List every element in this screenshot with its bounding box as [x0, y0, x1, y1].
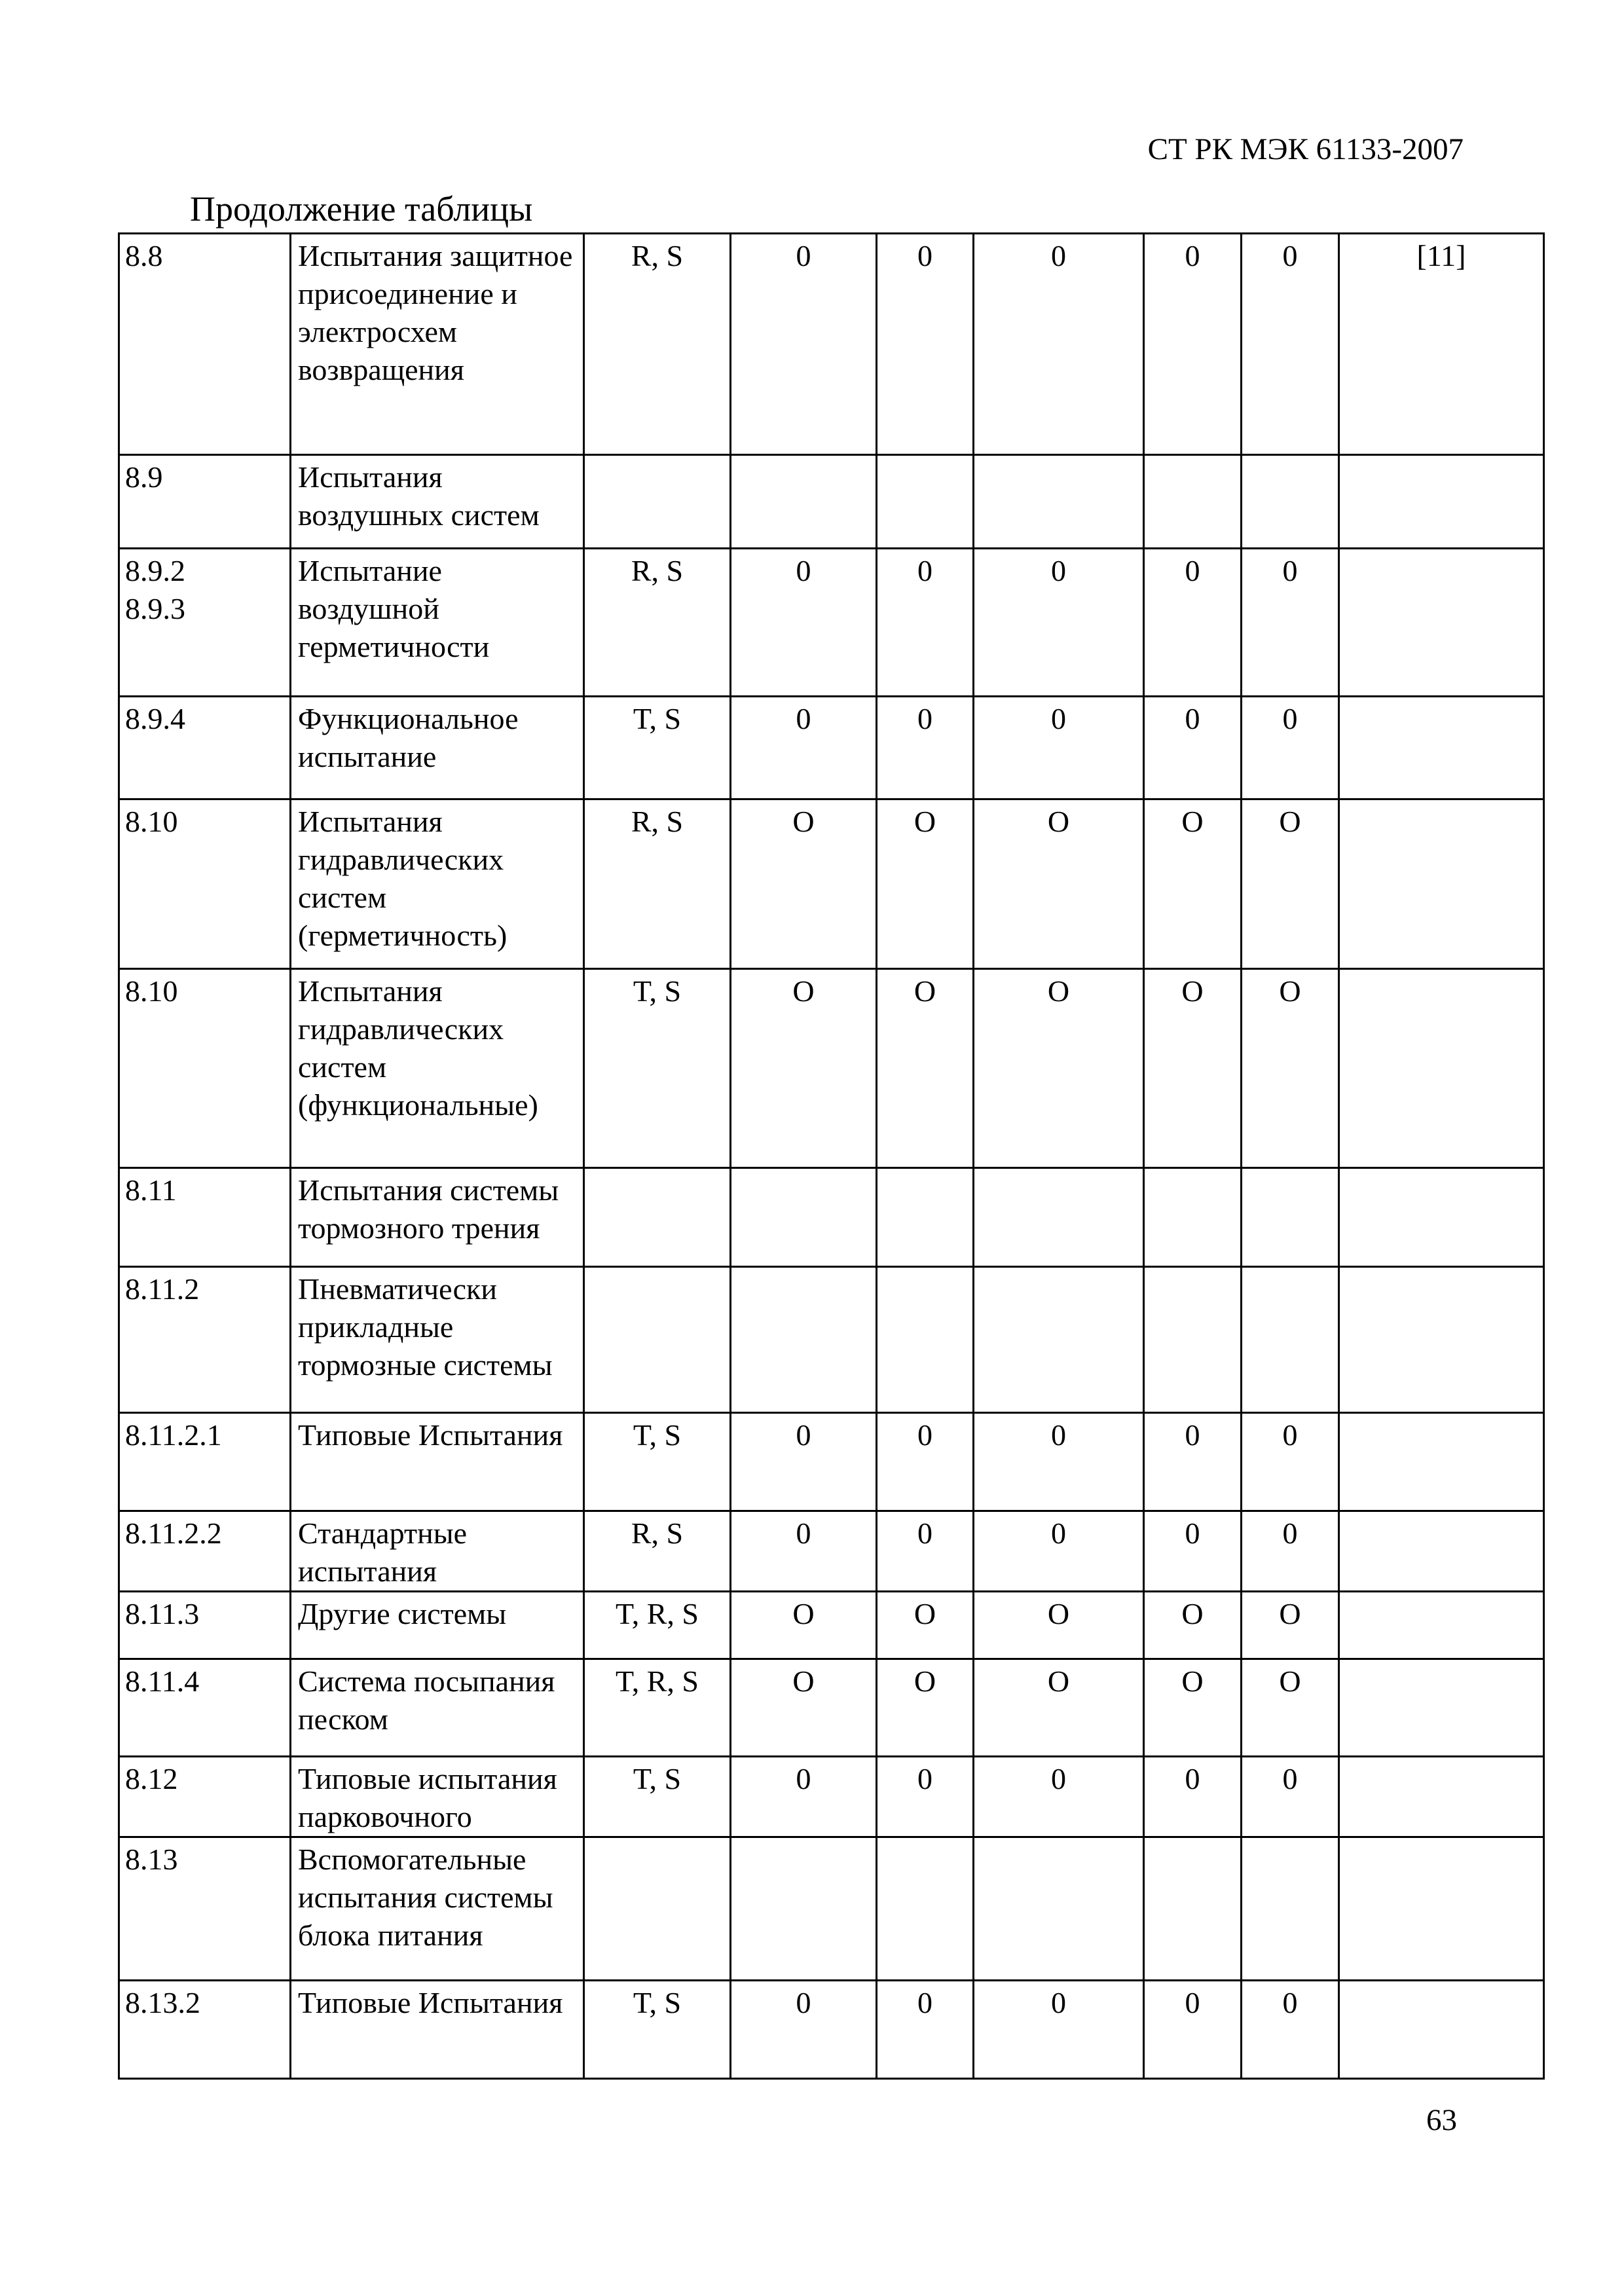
- value-cell-4: 0: [1144, 1413, 1242, 1511]
- table-row: [119, 799, 1544, 969]
- test-name-cell: Типовые Испытания: [291, 1981, 584, 2079]
- value-cell-3: 0: [974, 549, 1144, 697]
- test-name-cell: Испытания гидравлических систем (герметичность): [291, 799, 584, 969]
- value-cell-5: 0: [1242, 1511, 1339, 1592]
- value-cell-3: [974, 1837, 1144, 1981]
- section-number-cell: 8.11: [119, 1168, 291, 1267]
- value-cell-5: [1242, 1168, 1339, 1267]
- reference-cell: [1339, 549, 1544, 697]
- value-cell-3: O: [974, 799, 1144, 969]
- section-number-cell: 8.10: [119, 969, 291, 1168]
- section-number-cell: 8.10: [119, 799, 291, 969]
- reference-cell: [1339, 1592, 1544, 1659]
- value-cell-2: [877, 455, 974, 549]
- value-cell-1: [731, 1168, 877, 1267]
- value-cell-5: 0: [1242, 549, 1339, 697]
- table-row: [119, 1168, 1544, 1267]
- value-cell-2: 0: [877, 1511, 974, 1592]
- test-type-cell: R, S: [584, 549, 731, 697]
- table-row: [119, 1981, 1544, 2079]
- test-type-cell: [584, 1837, 731, 1981]
- test-name-cell: Испытания воздушных систем: [291, 455, 584, 549]
- value-cell-3: [974, 1267, 1144, 1413]
- reference-cell: [1339, 1511, 1544, 1592]
- reference-cell: [1339, 1837, 1544, 1981]
- value-cell-5: O: [1242, 1592, 1339, 1659]
- value-cell-3: [974, 455, 1144, 549]
- test-type-cell: [584, 455, 731, 549]
- table-row: [119, 1267, 1544, 1413]
- reference-cell: [1339, 1267, 1544, 1413]
- value-cell-5: O: [1242, 1659, 1339, 1757]
- table-continuation-caption: Продолжение таблицы: [190, 189, 533, 229]
- value-cell-2: [877, 1267, 974, 1413]
- section-number-cell: 8.9.2 8.9.3: [119, 549, 291, 697]
- reference-cell: [1339, 1757, 1544, 1837]
- value-cell-3: 0: [974, 1757, 1144, 1837]
- test-name-cell: Испытание воздушной герметичности: [291, 549, 584, 697]
- value-cell-2: 0: [877, 234, 974, 455]
- value-cell-5: 0: [1242, 1981, 1339, 2079]
- reference-cell: [1339, 1168, 1544, 1267]
- value-cell-1: 0: [731, 234, 877, 455]
- table-row: [119, 1413, 1544, 1511]
- section-number-cell: 8.9: [119, 455, 291, 549]
- section-number-cell: 8.11.4: [119, 1659, 291, 1757]
- section-number-cell: 8.8: [119, 234, 291, 455]
- document-code: СТ РК МЭК 61133-2007: [1147, 132, 1464, 166]
- value-cell-4: [1144, 1837, 1242, 1981]
- test-type-cell: T, R, S: [584, 1659, 731, 1757]
- test-name-cell: Типовые Испытания: [291, 1413, 584, 1511]
- value-cell-4: [1144, 455, 1242, 549]
- value-cell-3: 0: [974, 1413, 1144, 1511]
- test-type-cell: R, S: [584, 234, 731, 455]
- value-cell-1: 0: [731, 1981, 877, 2079]
- value-cell-2: O: [877, 799, 974, 969]
- reference-cell: [1339, 1659, 1544, 1757]
- tests-table: [118, 232, 1543, 2080]
- table-row: [119, 1511, 1544, 1592]
- test-type-cell: [584, 1267, 731, 1413]
- value-cell-5: 0: [1242, 234, 1339, 455]
- reference-cell: [1339, 799, 1544, 969]
- test-name-cell: Испытания системы тормозного трения: [291, 1168, 584, 1267]
- value-cell-1: [731, 455, 877, 549]
- reference-cell: [1339, 969, 1544, 1168]
- value-cell-1: O: [731, 1659, 877, 1757]
- reference-cell: [1339, 455, 1544, 549]
- value-cell-3: O: [974, 1592, 1144, 1659]
- value-cell-2: [877, 1168, 974, 1267]
- reference-cell: [1339, 1413, 1544, 1511]
- value-cell-3: O: [974, 969, 1144, 1168]
- table-row: [119, 1757, 1544, 1837]
- table-row: [119, 549, 1544, 697]
- value-cell-2: 0: [877, 1981, 974, 2079]
- value-cell-4: [1144, 1267, 1242, 1413]
- value-cell-2: O: [877, 969, 974, 1168]
- value-cell-1: [731, 1837, 877, 1981]
- table-row: [119, 234, 1544, 455]
- value-cell-4: O: [1144, 969, 1242, 1168]
- test-name-cell: Стандартные испытания: [291, 1511, 584, 1592]
- test-name-cell: Другие системы: [291, 1592, 584, 1659]
- section-number-cell: 8.11.3: [119, 1592, 291, 1659]
- section-number-cell: 8.12: [119, 1757, 291, 1837]
- test-type-cell: T, S: [584, 697, 731, 799]
- value-cell-1: 0: [731, 1757, 877, 1837]
- value-cell-4: 0: [1144, 1981, 1242, 2079]
- value-cell-2: 0: [877, 549, 974, 697]
- value-cell-5: [1242, 455, 1339, 549]
- reference-cell: [1339, 697, 1544, 799]
- tests-table-body: [119, 234, 1544, 2079]
- test-type-cell: T, S: [584, 1981, 731, 2079]
- value-cell-3: 0: [974, 234, 1144, 455]
- value-cell-1: [731, 1267, 877, 1413]
- value-cell-1: O: [731, 969, 877, 1168]
- test-name-cell: Испытания гидравлических систем (функциональные): [291, 969, 584, 1168]
- table-row: [119, 455, 1544, 549]
- value-cell-3: [974, 1168, 1144, 1267]
- test-type-cell: T, S: [584, 1413, 731, 1511]
- test-type-cell: T, S: [584, 1757, 731, 1837]
- reference-cell: [1339, 1981, 1544, 2079]
- test-name-cell: Функциональное испытание: [291, 697, 584, 799]
- test-type-cell: R, S: [584, 1511, 731, 1592]
- table-row: [119, 1592, 1544, 1659]
- value-cell-3: 0: [974, 1511, 1144, 1592]
- value-cell-3: O: [974, 1659, 1144, 1757]
- value-cell-4: O: [1144, 1659, 1242, 1757]
- value-cell-1: 0: [731, 549, 877, 697]
- value-cell-2: O: [877, 1659, 974, 1757]
- value-cell-4: 0: [1144, 697, 1242, 799]
- value-cell-2: 0: [877, 697, 974, 799]
- value-cell-5: O: [1242, 969, 1339, 1168]
- test-name-cell: Испытания защитное присоединение и электросхем возвращения: [291, 234, 584, 455]
- section-number-cell: 8.13.2: [119, 1981, 291, 2079]
- table-row: [119, 697, 1544, 799]
- value-cell-4: O: [1144, 799, 1242, 969]
- value-cell-4: 0: [1144, 549, 1242, 697]
- value-cell-1: O: [731, 799, 877, 969]
- value-cell-1: O: [731, 1592, 877, 1659]
- test-name-cell: Система посыпания песком: [291, 1659, 584, 1757]
- value-cell-4: 0: [1144, 1757, 1242, 1837]
- value-cell-3: 0: [974, 697, 1144, 799]
- test-type-cell: [584, 1168, 731, 1267]
- value-cell-5: [1242, 1837, 1339, 1981]
- section-number-cell: 8.11.2.2: [119, 1511, 291, 1592]
- test-name-cell: Типовые испытания парковочного: [291, 1757, 584, 1837]
- value-cell-5: 0: [1242, 697, 1339, 799]
- value-cell-5: 0: [1242, 1413, 1339, 1511]
- value-cell-2: O: [877, 1592, 974, 1659]
- value-cell-1: 0: [731, 1413, 877, 1511]
- test-type-cell: R, S: [584, 799, 731, 969]
- tests-table-grid: [118, 232, 1545, 2080]
- value-cell-5: O: [1242, 799, 1339, 969]
- table-row: [119, 1837, 1544, 1981]
- value-cell-4: 0: [1144, 234, 1242, 455]
- reference-cell: [11]: [1339, 234, 1544, 455]
- value-cell-2: 0: [877, 1413, 974, 1511]
- value-cell-4: 0: [1144, 1511, 1242, 1592]
- table-row: [119, 969, 1544, 1168]
- section-number-cell: 8.11.2.1: [119, 1413, 291, 1511]
- value-cell-4: [1144, 1168, 1242, 1267]
- value-cell-3: 0: [974, 1981, 1144, 2079]
- value-cell-4: O: [1144, 1592, 1242, 1659]
- value-cell-2: 0: [877, 1757, 974, 1837]
- test-name-cell: Вспомогательные испытания системы блока питания: [291, 1837, 584, 1981]
- page-number: 63: [1426, 2103, 1457, 2137]
- test-type-cell: T, S: [584, 969, 731, 1168]
- section-number-cell: 8.11.2: [119, 1267, 291, 1413]
- value-cell-2: [877, 1837, 974, 1981]
- section-number-cell: 8.9.4: [119, 697, 291, 799]
- value-cell-1: 0: [731, 697, 877, 799]
- value-cell-5: [1242, 1267, 1339, 1413]
- value-cell-5: 0: [1242, 1757, 1339, 1837]
- section-number-cell: 8.13: [119, 1837, 291, 1981]
- test-name-cell: Пневматически прикладные тормозные системы: [291, 1267, 584, 1413]
- value-cell-1: 0: [731, 1511, 877, 1592]
- table-row: [119, 1659, 1544, 1757]
- test-type-cell: T, R, S: [584, 1592, 731, 1659]
